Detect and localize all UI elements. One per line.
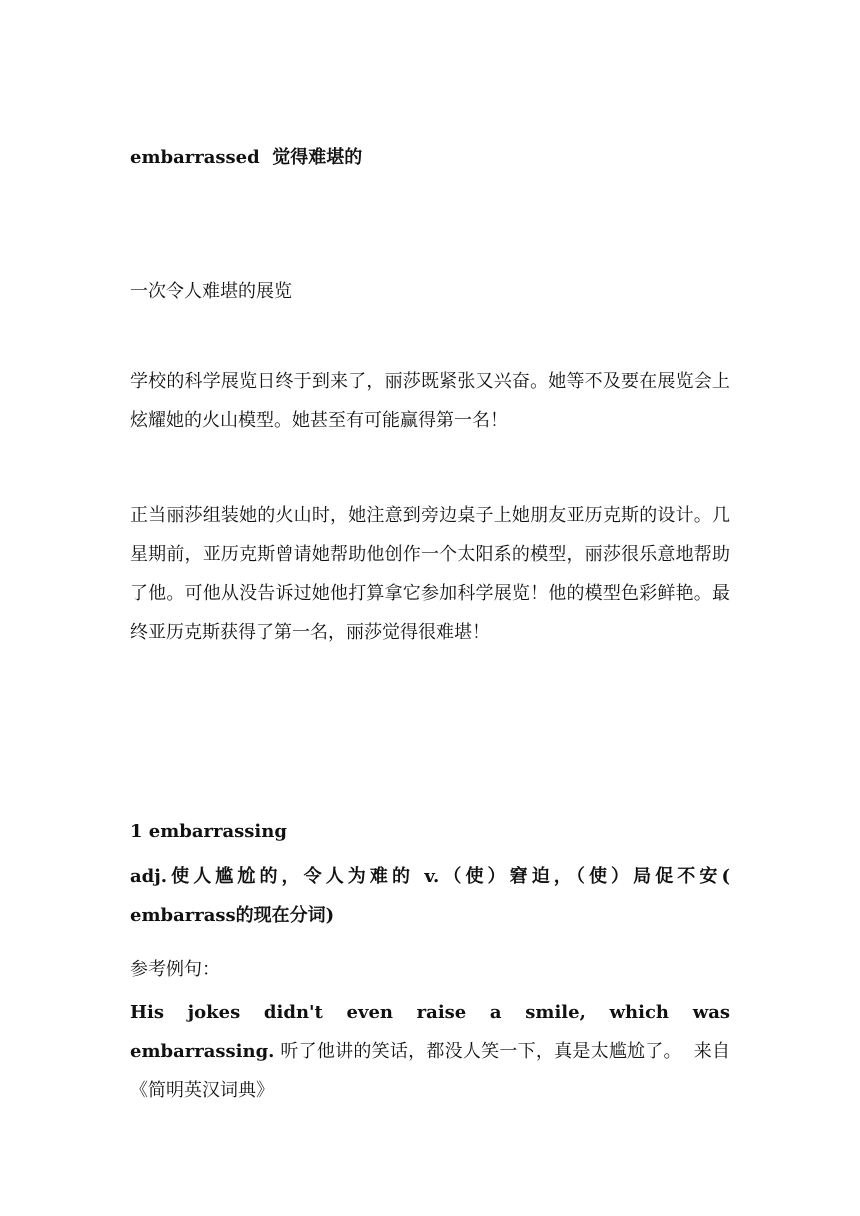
example-label: 参考例句： (130, 959, 220, 980)
example-english: His jokes didn't even raise a smile, which was embarrassing. (130, 1002, 730, 1062)
heading-word: embarrassed (130, 147, 260, 168)
heading-meaning: 觉得难堪的 (272, 147, 363, 168)
vocabulary-heading (130, 138, 362, 177)
entry-number-word: 1 embarrassing (130, 821, 287, 842)
story-paragraph-2: 正当丽莎组装她的火山时，她注意到旁边桌子上她朋友亚历克斯的设计。几星期前，亚历克斯曾请她帮助他创作一个太阳系的模型，丽莎很乐意地帮助了他。可他从没告诉过她他打算拿它参加科学展览！他的模型色彩鲜艳。最终亚历克斯获得了第一名，丽莎觉得很难堪！ (130, 505, 730, 643)
entry-definition: adj.使人尴尬的，令人为难的 v.（使）窘迫，（使）局促不安( embarrass的现在分词) (130, 866, 730, 926)
story-title: 一次令人难堪的展览 (130, 281, 292, 302)
document-page (130, 0, 730, 1216)
example-sentence (130, 993, 730, 1110)
story-paragraph-1: 学校的科学展览日终于到来了，丽莎既紧张又兴奋。她等不及要在展览会上炫耀她的火山模型。她甚至有可能赢得第一名！ (130, 371, 730, 431)
example-chinese: 听了他讲的笑话，都没人笑一下，真是太尴尬了。 (280, 1041, 682, 1062)
example-source: 来自《简明英汉词典》 (130, 1041, 730, 1101)
